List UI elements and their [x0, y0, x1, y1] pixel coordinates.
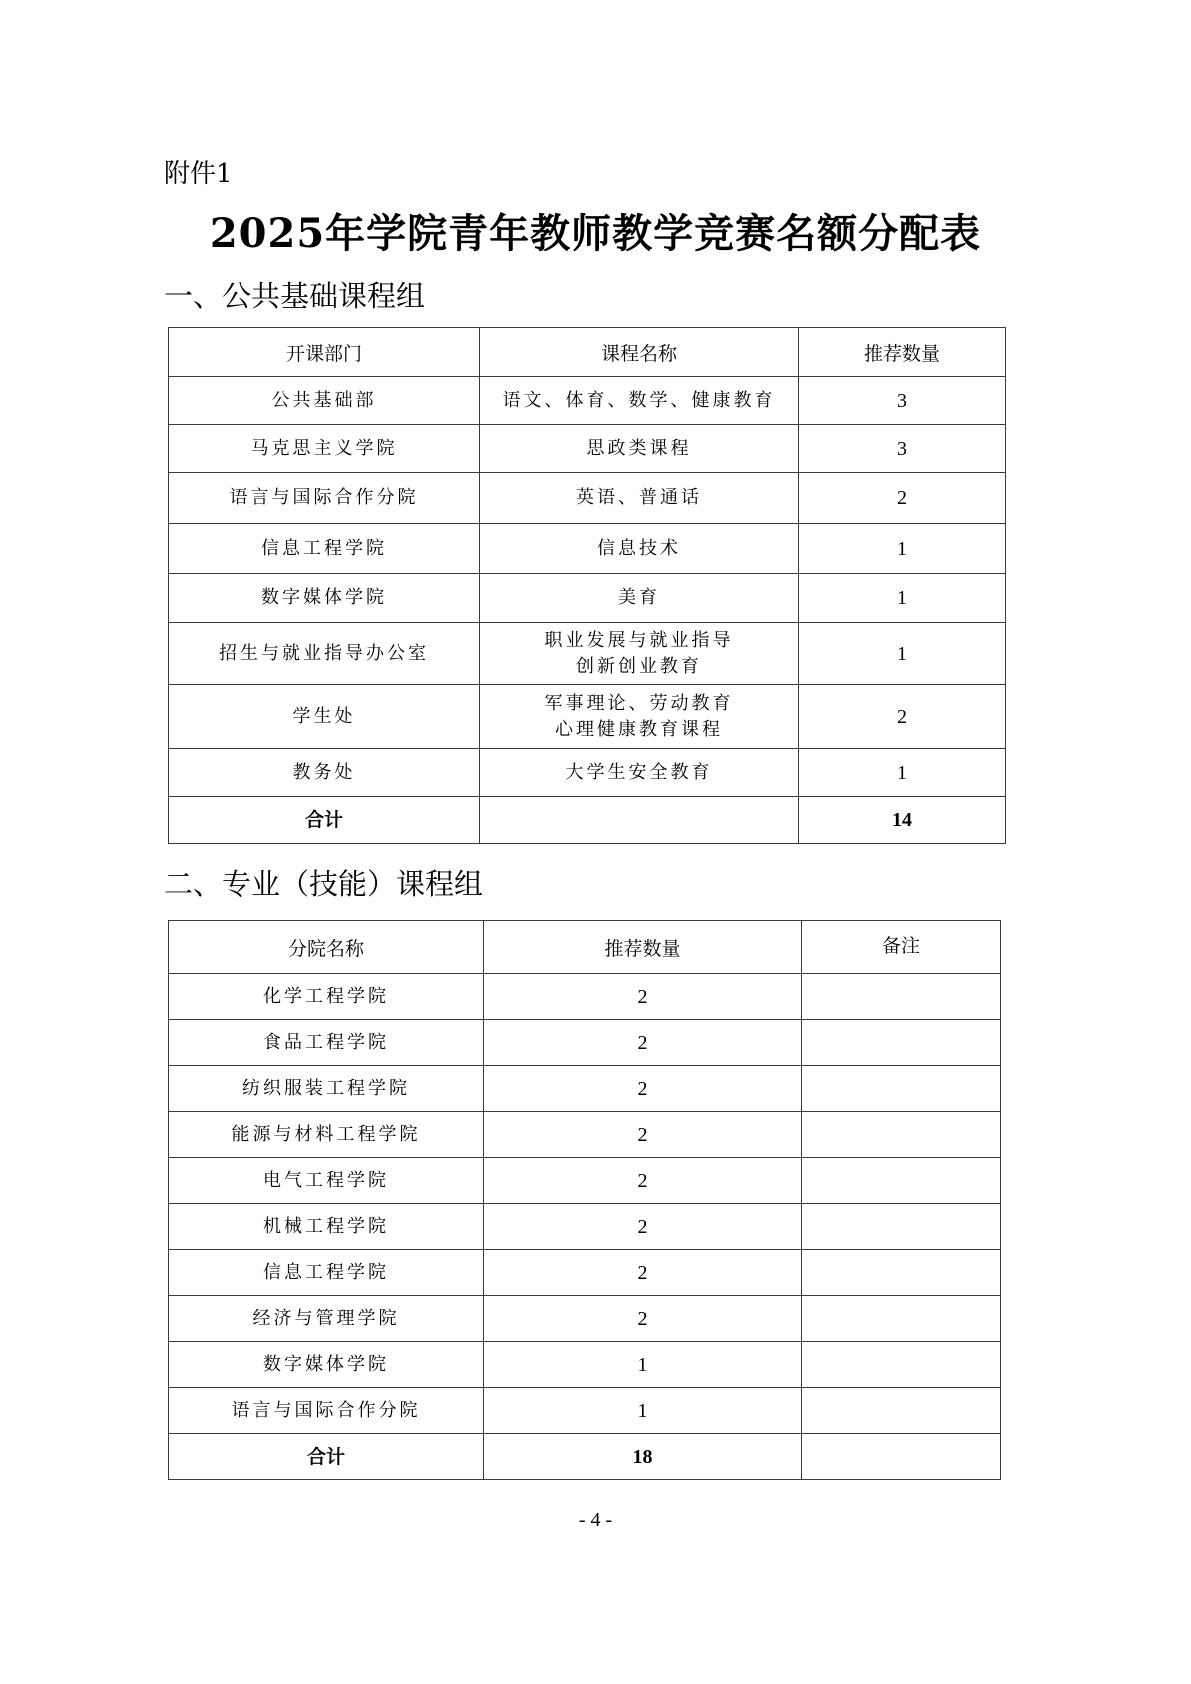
table-row	[169, 1296, 1001, 1342]
recommended-count-cell: 1	[799, 749, 1006, 797]
table-row	[169, 1158, 1001, 1204]
college-name-cell: 经济与管理学院	[169, 1296, 484, 1342]
recommended-count-cell: 2	[484, 1250, 802, 1296]
table-row	[169, 1388, 1001, 1434]
document-title: 2025年学院青年教师教学竞赛名额分配表	[209, 210, 982, 257]
column-header-notes: 备注	[802, 921, 1001, 974]
course-name-line: 心理健康教育课程	[555, 718, 723, 740]
course-name-line: 职业发展与就业指导	[544, 629, 734, 651]
column-header-recommended-count: 推荐数量	[799, 328, 1006, 377]
course-name-line: 大学生安全教育	[565, 761, 713, 783]
department-cell: 马克思主义学院	[169, 425, 480, 473]
table-row	[169, 377, 1006, 425]
course-name-cell	[480, 377, 799, 425]
total-count-cell: 14	[799, 797, 1006, 844]
course-name-line: 语文、体育、数学、健康教育	[502, 389, 776, 411]
college-name-cell: 能源与材料工程学院	[169, 1112, 484, 1158]
recommended-count-cell: 3	[799, 377, 1006, 425]
table-row	[169, 974, 1001, 1020]
notes-cell	[802, 1158, 1001, 1204]
recommended-count-cell: 2	[484, 1158, 802, 1204]
course-name-line: 创新创业教育	[576, 655, 702, 677]
course-name-line: 思政类课程	[586, 437, 692, 459]
course-name-cell	[480, 524, 799, 574]
notes-cell	[802, 1388, 1001, 1434]
college-name-cell: 机械工程学院	[169, 1204, 484, 1250]
recommended-count-cell: 2	[484, 974, 802, 1020]
notes-cell	[802, 1066, 1001, 1112]
course-name-cell	[480, 574, 799, 623]
recommended-count-cell: 3	[799, 425, 1006, 473]
notes-cell	[802, 1204, 1001, 1250]
department-cell: 公共基础部	[169, 377, 480, 425]
course-name-line: 信息技术	[597, 537, 681, 559]
section-heading-professional-skills: 二、专业（技能）课程组	[164, 867, 484, 901]
department-cell: 信息工程学院	[169, 524, 480, 574]
table-row	[169, 685, 1006, 749]
table-total-row	[169, 797, 1006, 844]
total-count-cell: 18	[484, 1434, 802, 1480]
notes-cell	[802, 1020, 1001, 1066]
college-name-cell: 化学工程学院	[169, 974, 484, 1020]
recommended-count-cell: 1	[799, 524, 1006, 574]
annex-label: 附件1	[164, 159, 233, 189]
department-cell: 教务处	[169, 749, 480, 797]
course-name-line: 军事理论、劳动教育	[544, 692, 734, 714]
column-header-department: 开课部门	[169, 328, 480, 377]
recommended-count-cell: 1	[799, 574, 1006, 623]
recommended-count-cell: 2	[799, 685, 1006, 749]
recommended-count-cell: 2	[799, 473, 1006, 524]
table-row	[169, 749, 1006, 797]
course-name-cell	[480, 425, 799, 473]
table-header-row	[169, 921, 1001, 974]
table-row	[169, 1020, 1001, 1066]
course-name-line: 英语、普通话	[576, 487, 702, 508]
table-row	[169, 1250, 1001, 1296]
college-name-cell: 数字媒体学院	[169, 1342, 484, 1388]
department-cell: 数字媒体学院	[169, 574, 480, 623]
total-label-cell: 合计	[169, 797, 480, 844]
recommended-count-cell: 2	[484, 1020, 802, 1066]
course-name-cell	[480, 473, 799, 524]
column-header-college-name: 分院名称	[169, 921, 484, 974]
department-cell: 招生与就业指导办公室	[169, 623, 480, 685]
course-name-line: 美育	[618, 587, 660, 608]
table-total-row	[169, 1434, 1001, 1480]
column-header-course-name: 课程名称	[480, 328, 799, 377]
department-cell: 学生处	[169, 685, 480, 749]
recommended-count-cell: 1	[799, 623, 1006, 685]
notes-cell	[802, 1296, 1001, 1342]
course-name-cell	[480, 749, 799, 797]
public-basic-course-table	[168, 327, 1006, 844]
course-name-cell	[480, 623, 799, 685]
recommended-count-cell: 2	[484, 1112, 802, 1158]
recommended-count-cell: 1	[484, 1342, 802, 1388]
course-name-cell	[480, 685, 799, 749]
table-row	[169, 1066, 1001, 1112]
recommended-count-cell: 2	[484, 1204, 802, 1250]
table-row	[169, 425, 1006, 473]
notes-cell	[802, 1112, 1001, 1158]
table-row	[169, 1112, 1001, 1158]
recommended-count-cell: 2	[484, 1066, 802, 1112]
table-row	[169, 473, 1006, 524]
table-row	[169, 524, 1006, 574]
table-row	[169, 574, 1006, 623]
college-name-cell: 语言与国际合作分院	[169, 1388, 484, 1434]
college-name-cell: 电气工程学院	[169, 1158, 484, 1204]
section-heading-public-basic: 一、公共基础课程组	[164, 279, 426, 313]
notes-cell	[802, 1342, 1001, 1388]
college-name-cell: 食品工程学院	[169, 1020, 484, 1066]
total-notes-cell	[802, 1434, 1001, 1480]
recommended-count-cell: 1	[484, 1388, 802, 1434]
professional-course-table	[168, 920, 1001, 1480]
column-header-recommended-count: 推荐数量	[484, 921, 802, 974]
total-label-cell: 合计	[169, 1434, 484, 1480]
notes-cell	[802, 974, 1001, 1020]
table-row	[169, 623, 1006, 685]
table-row	[169, 1342, 1001, 1388]
college-name-cell: 信息工程学院	[169, 1250, 484, 1296]
total-empty-cell	[480, 797, 799, 844]
table-row	[169, 1204, 1001, 1250]
college-name-cell: 纺织服装工程学院	[169, 1066, 484, 1112]
notes-cell	[802, 1250, 1001, 1296]
department-cell: 语言与国际合作分院	[169, 473, 480, 524]
recommended-count-cell: 2	[484, 1296, 802, 1342]
table-header-row	[169, 328, 1006, 377]
page-number: - 4 -	[578, 1509, 613, 1531]
